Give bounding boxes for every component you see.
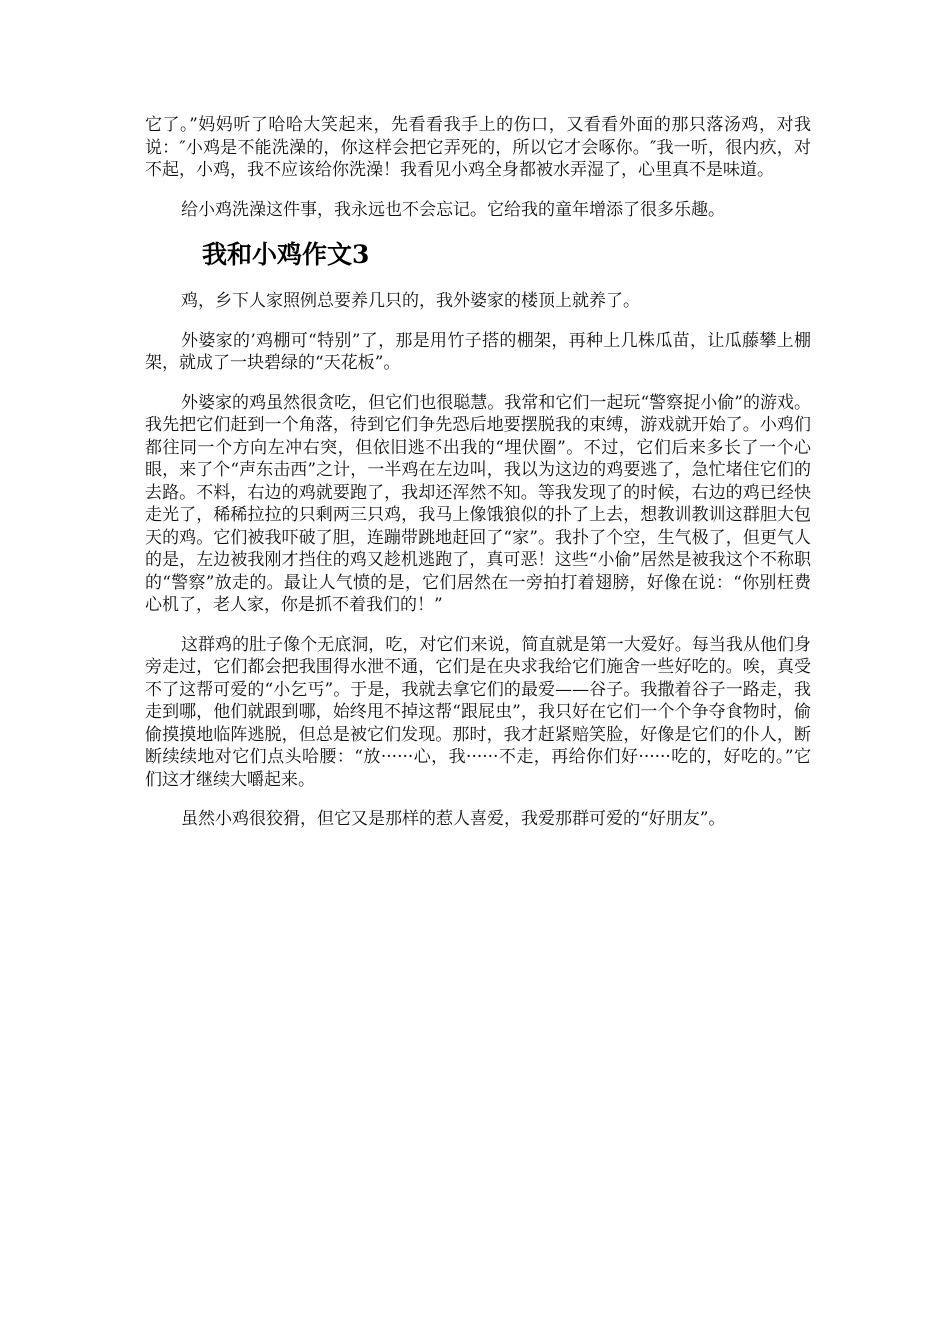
paragraph-feeding: 这群鸡的肚子像个无底洞，吃，对它们来说，简直就是第一大爱好。每当我从他们身旁走过，它们都会把我围得水泄不通，它们是在央求我给它们施舍一些好吃的。唉，真受不了这帮可爱的“小乞丐”。于是，我就去拿它们的最爱——谷子。我撒着谷子一路走，我走到哪，他们就跟到哪，始终甩不掉这帮“跟屁虫”，我只好在它们一个个争夺食物时，偷偷摸摸地临阵逃脱，但总是被它们发现。那时，我才赶紧赔笑脸，好像是它们的仆人，断断续续地对它们点头哈腰：“放······心，我······不走，再给你们好······吃的，好吃的。”它们这才继续大嚼起来。 [145, 634, 811, 790]
paragraph-conclusion: 给小鸡洗澡这件事，我永远也不会忘记。它给我的童年增添了很多乐趣。 [181, 199, 725, 220]
section-heading: 我和小鸡作文3 [202, 240, 370, 269]
document-body [145, 114, 811, 848]
paragraph-ending: 虽然小鸡很狡猾，但它又是那样的惹人喜爱，我爱那群可爱的“好朋友”。 [181, 809, 726, 829]
paragraph-intro: 鸡，乡下人家照例总要养几只的，我外婆家的楼顶上就养了。 [181, 291, 640, 311]
paragraph-chicken-shed: 外婆家的’鸡棚可“特别”了，那是用竹子搭的棚架，再种上几株瓜苗，让瓜藤攀上棚架，就成了一块碧绿的“天花板”。 [145, 330, 811, 373]
paragraph-police-game: 外婆家的鸡虽然很贪吃，但它们也很聪慧。我常和它们一起玩“警察捉小偷”的游戏。我先把它们赶到一个角落，待到它们争先恐后地要摆脱我的束缚，游戏就开始了。小鸡们都往同一个方向左冲右突，但依旧逃不出我的“埋伏圈”。不过，它们后来多长了一个心眼，来了个“声东击西”之计，一半鸡在左边叫，我以为这边的鸡要逃了，急忙堵住它们的去路。不料，右边的鸡就要跑了，我却还浑然不知。等我发现了的时候，右边的鸡已经快走光了，稀稀拉拉的只剩两三只鸡，我马上像饿狼似的扑了上去，想教训教训这群胆大包天的鸡。它们被我吓破了胆，连蹦带跳地赶回了“家”。我扑了个空，生气极了，但更气人的是，左边被我刚才挡住的鸡又趁机逃跑了，真可恶！这些“小偷”居然是被我这个不称职的“警察”放走的。最让人气愤的是，它们居然在一旁拍打着翅膀，好像在说：“你别枉费心机了，老人家，你是抓不着我们的！” [145, 392, 811, 615]
paragraph-continuation: 它了。”妈妈听了哈哈大笑起来，先看看我手上的伤口，又看看外面的那只落汤鸡，对我说：″小鸡是不能洗澡的，你这样会把它弄死的，所以它才会啄你。″我一听，很内疚，对不起，小鸡，我不应该给你洗澡！我看见小鸡全身都被水弄湿了，心里真不是味道。 [145, 115, 811, 180]
